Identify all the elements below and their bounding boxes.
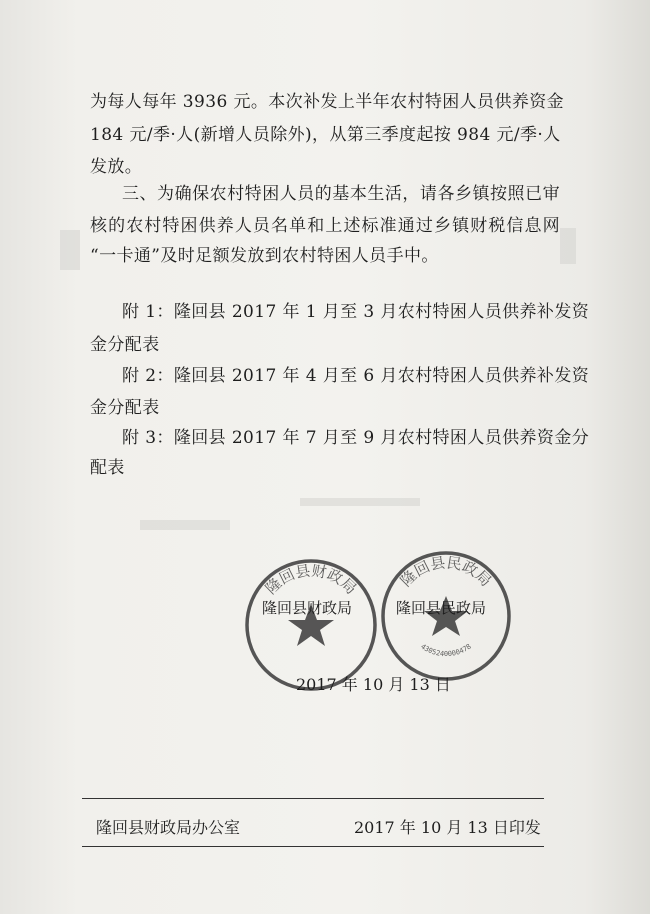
signature-finance-bureau: 隆回县财政局 [262, 599, 353, 617]
footer-print-date: 2017 年 10 月 13 日印发 [354, 818, 541, 837]
civil-seal-code: 4305240000478 [419, 642, 473, 659]
attachment-3-line-2: 配表 [90, 458, 125, 478]
paragraph-1-line-3: 发放。 [90, 157, 143, 177]
finance-seal-text: 隆回县财政局 [261, 561, 361, 598]
civil-seal-text: 隆回县民政局 [396, 553, 496, 591]
paragraph-2-line-2: 核的农村特困供养人员名单和上述标准通过乡镇财税信息网 [90, 216, 560, 236]
paragraph-1-line-1: 为每人每年 3936 元。本次补发上半年农村特困人员供养资金 [90, 92, 565, 112]
footer-bottom-rule [82, 846, 544, 847]
paragraph-1-line-2: 184 元/季·人(新增人员除外)，从第三季度起按 984 元/季·人 [90, 125, 561, 145]
svg-text:隆回县民政局 [397, 554, 495, 591]
footer-office: 隆回县财政局办公室 [96, 818, 241, 837]
attachment-2-line-1: 附 2：隆回县 2017 年 4 月至 6 月农村特困人员供养补发资 [122, 366, 590, 386]
signature-date: 2017 年 10 月 13 日 [296, 675, 451, 694]
bleed-through-mark [560, 228, 576, 264]
paragraph-2-line-1: 三、为确保农村特困人员的基本生活，请各乡镇按照已审 [122, 184, 560, 204]
signature-civil-affairs-bureau: 隆回县民政局 [396, 599, 487, 617]
footer-top-rule [82, 798, 544, 799]
svg-text:4305240000478 [419, 643, 473, 659]
svg-text:隆回县财政局 [262, 562, 360, 598]
attachment-2-line-2: 金分配表 [90, 398, 160, 418]
attachment-3-line-1: 附 3：隆回县 2017 年 7 月至 9 月农村特困人员供养资金分 [122, 428, 590, 448]
attachment-1-line-2: 金分配表 [90, 335, 160, 355]
bleed-through-mark [140, 520, 230, 530]
bleed-through-mark [300, 498, 420, 506]
attachment-1-line-1: 附 1：隆回县 2017 年 1 月至 3 月农村特困人员供养补发资 [122, 302, 590, 322]
bleed-through-mark [60, 230, 80, 270]
paragraph-2-line-3: “一卡通”及时足额发放到农村特困人员手中。 [90, 246, 439, 266]
